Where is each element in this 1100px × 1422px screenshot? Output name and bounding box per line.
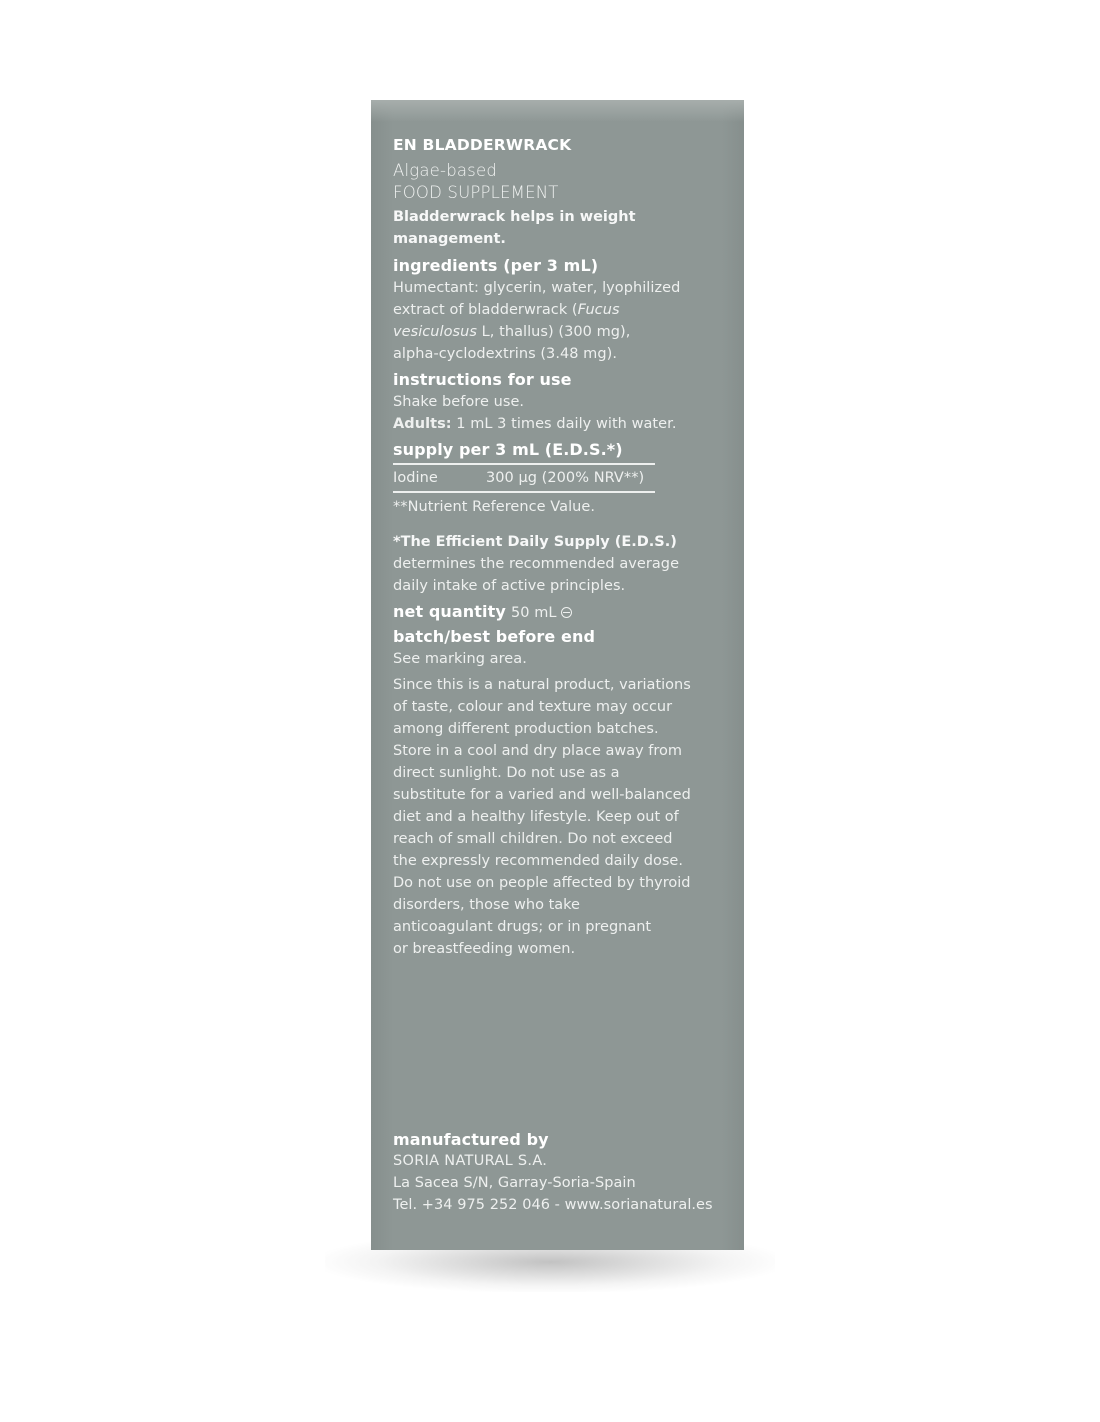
ingredients-line-2: extract of bladderwrack (Fucus [393, 302, 620, 318]
warnings-line: of taste, colour and texture may occur [393, 699, 673, 715]
eds-note-line-3: daily intake of active principles. [393, 578, 626, 594]
product-title: EN BLADDERWRACK [393, 136, 572, 154]
instructions-line-2: Adults: 1 mL 3 times daily with water. [393, 416, 677, 432]
warnings-line: among different production batches. [393, 721, 659, 737]
net-quantity-line: net quantity 50 mL [393, 602, 572, 621]
warnings-line: Since this is a natural product, variations [393, 677, 691, 693]
ingredients-heading: ingredients (per 3 mL) [393, 256, 599, 275]
batch-text: See marking area. [393, 651, 527, 667]
warnings-paragraph [393, 674, 733, 960]
supply-table-bottom-rule [393, 491, 655, 493]
claim-line-1: Bladderwrack helps in weight [393, 209, 636, 225]
product-box-side-panel [371, 100, 744, 1250]
estimated-sign-icon [561, 607, 572, 618]
manufacturer-name: SORIA NATURAL S.A. [393, 1153, 548, 1169]
supply-heading: supply per 3 mL (E.D.S.*) [393, 440, 623, 459]
supply-nutrient: Iodine [393, 470, 438, 486]
instructions-line-1: Shake before use. [393, 394, 525, 410]
manufacturer-address: La Sacea S/N, Garray-Soria-Spain [393, 1175, 636, 1191]
claim-line-2: management. [393, 231, 506, 247]
warnings-line: the expressly recommended daily dose. [393, 853, 683, 869]
nrv-note: **Nutrient Reference Value. [393, 499, 596, 515]
warnings-line: anticoagulant drugs; or in pregnant [393, 919, 652, 935]
supply-table-top-rule [393, 463, 655, 465]
manufacturer-contact: Tel. +34 975 252 046 - www.sorianatural.es [393, 1197, 713, 1213]
warnings-line: or breastfeeding women. [393, 941, 576, 957]
ingredients-line-4: alpha-cyclodextrins (3.48 mg). [393, 346, 617, 362]
warnings-line: disorders, those who take [393, 897, 580, 913]
instructions-heading: instructions for use [393, 370, 572, 389]
warnings-line: direct sunlight. Do not use as a [393, 765, 620, 781]
product-subtitle-2: FOOD SUPPLEMENT [393, 183, 559, 202]
product-subtitle-1: Algae-based [393, 161, 497, 180]
ingredients-line-1: Humectant: glycerin, water, lyophilized [393, 280, 681, 296]
warnings-line: substitute for a varied and well-balanced [393, 787, 691, 803]
warnings-line: reach of small children. Do not exceed [393, 831, 673, 847]
supply-amount: 300 μg (200% NRV**) [486, 470, 645, 486]
warnings-line: Store in a cool and dry place away from [393, 743, 683, 759]
warnings-line: Do not use on people affected by thyroid [393, 875, 691, 891]
batch-heading: batch/best before end [393, 627, 596, 646]
eds-note-line-2: determines the recommended average [393, 556, 680, 572]
manufacturer-heading: manufactured by [393, 1130, 549, 1149]
ingredients-line-3: vesiculosus L, thallus) (300 mg), [393, 324, 631, 340]
eds-note-line-1: *The Efficient Daily Supply (E.D.S.) [393, 534, 677, 550]
warnings-line: diet and a healthy lifestyle. Keep out of [393, 809, 679, 825]
